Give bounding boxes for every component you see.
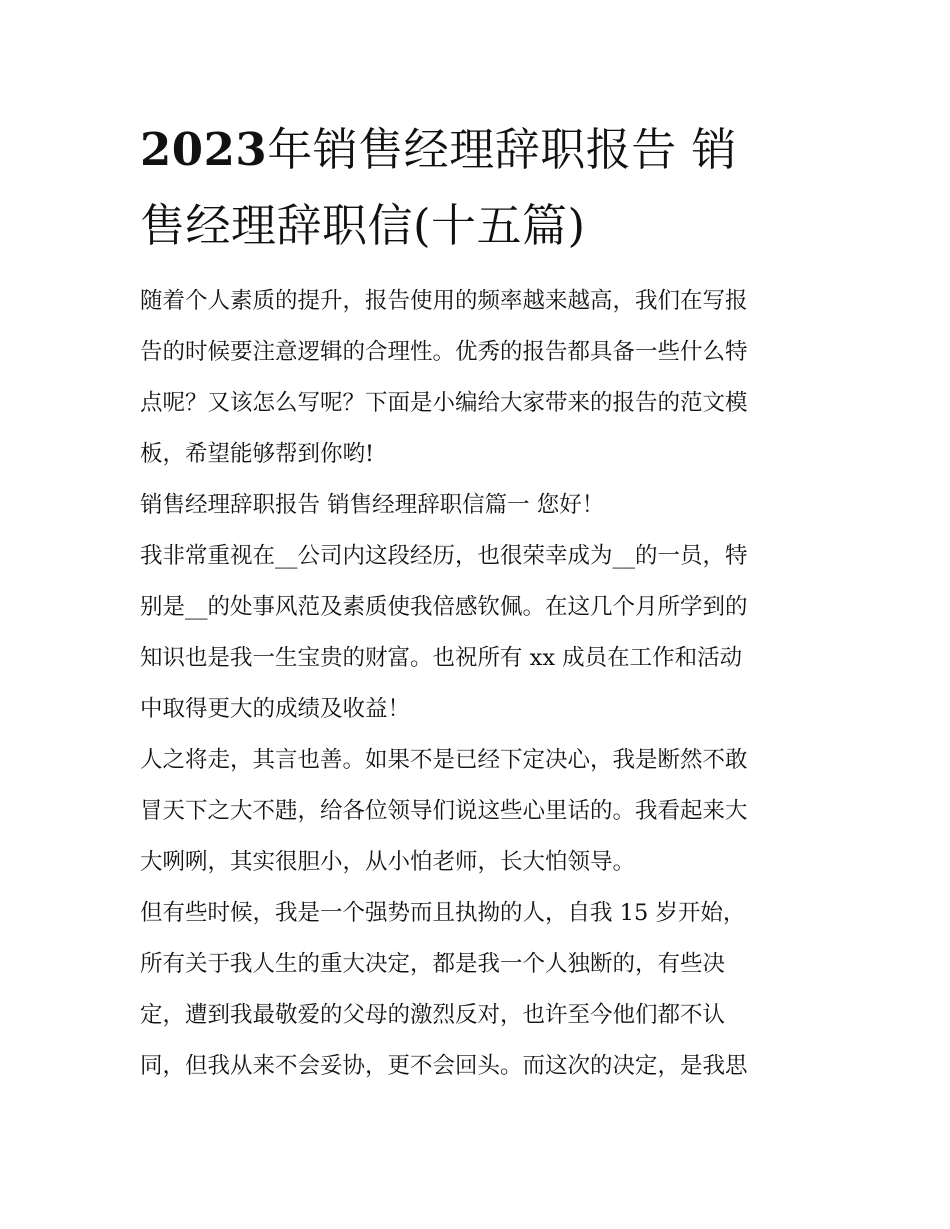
body-line: 板，希望能够帮到你哟! bbox=[140, 441, 375, 467]
title-year: 2023 bbox=[140, 123, 268, 176]
title-line1-text: 年销售经理辞职报告 销 bbox=[267, 123, 738, 176]
title-line2-text: 售经理辞职信(十五篇) bbox=[140, 199, 586, 252]
body-line: 人之将走，其言也善。如果不是已经下定决心，我是断然不敢 bbox=[140, 747, 748, 773]
body-line: 冒天下之大不韪，给各位领导们说这些心里话的。我看起来大 bbox=[140, 798, 748, 824]
body-line: 定，遭到我最敬爱的父母的激烈反对，也许至今他们都不认 bbox=[140, 1002, 726, 1028]
body-line: 知识也是我一生宝贵的财富。也祝所有 xx 成员在工作和活动 bbox=[140, 645, 743, 671]
body-line: 但有些时候，我是一个强势而且执拗的人，自我 15 岁开始， bbox=[140, 900, 746, 926]
body-line: 别是__的处事风范及素质使我倍感钦佩。在这几个月所学到的 bbox=[140, 594, 748, 620]
body-line: 所有关于我人生的重大决定，都是我一个人独断的，有些决 bbox=[140, 951, 726, 977]
document-title bbox=[140, 112, 830, 264]
body-line: 我非常重视在__公司内这段经历，也很荣幸成为__的一员，特 bbox=[140, 543, 748, 569]
body-line: 告的时候要注意逻辑的合理性。优秀的报告都具备一些什么特 bbox=[140, 339, 748, 365]
body-line: 随着个人素质的提升，报告使用的频率越来越高，我们在写报 bbox=[140, 288, 748, 314]
document-body bbox=[140, 276, 830, 1092]
body-line: 大咧咧，其实很胆小，从小怕老师，长大怕领导。 bbox=[140, 849, 636, 875]
section-heading-line: 销售经理辞职报告 销售经理辞职信篇一 您好！ bbox=[140, 492, 605, 518]
body-line: 中取得更大的成绩及收益！ bbox=[140, 696, 411, 722]
body-line: 点呢？又该怎么写呢？下面是小编给大家带来的报告的范文模 bbox=[140, 390, 748, 416]
body-line: 同，但我从来不会妥协，更不会回头。而这次的决定，是我思 bbox=[140, 1053, 748, 1079]
